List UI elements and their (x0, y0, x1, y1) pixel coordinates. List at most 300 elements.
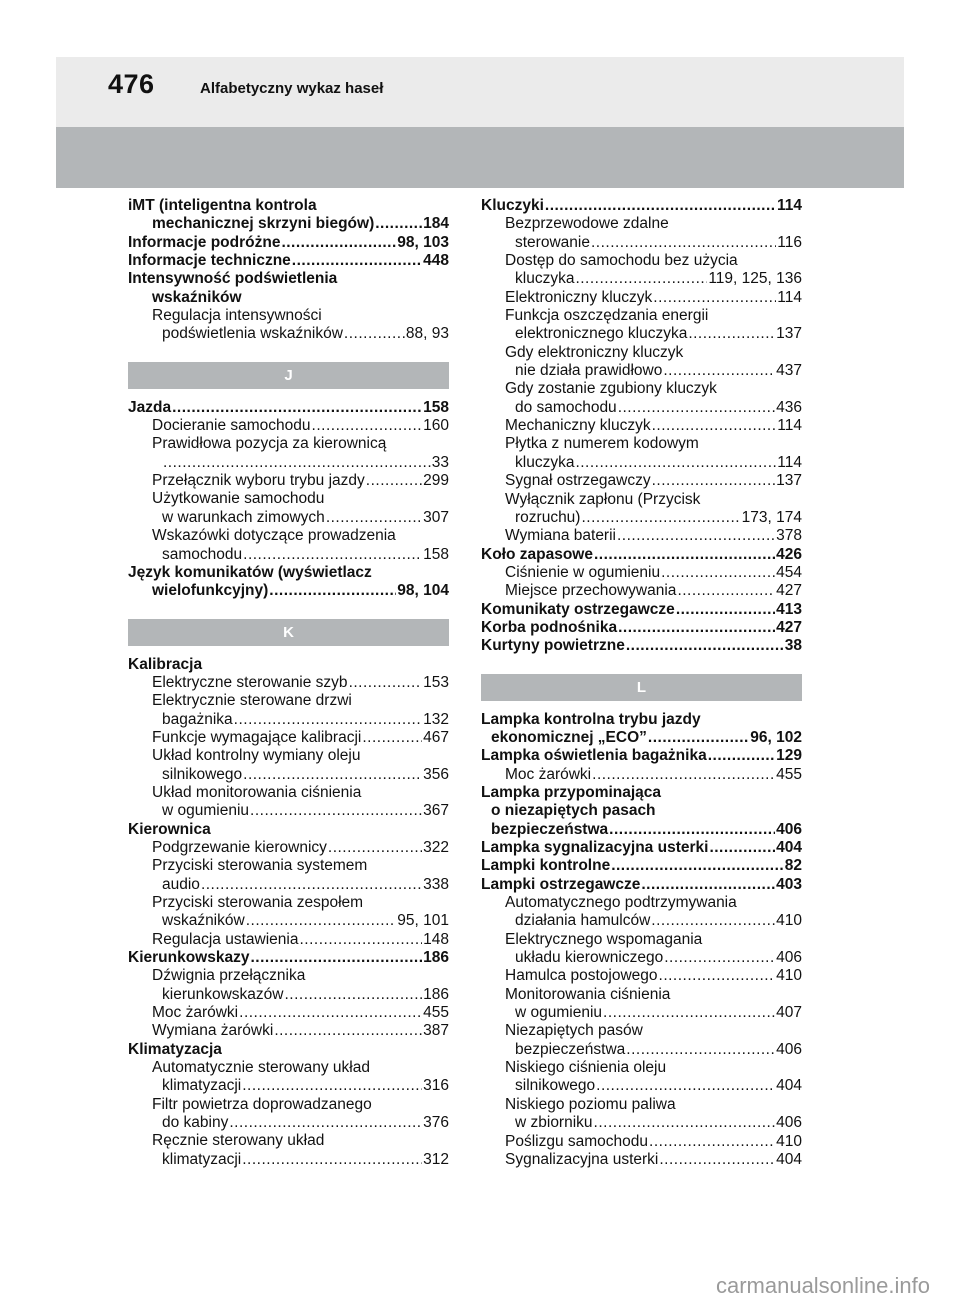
index-subentry (481, 435, 802, 453)
dot-leader (201, 876, 422, 894)
entry-text: Automatycznie sterowany układ (152, 1059, 370, 1077)
dot-leader (366, 472, 422, 490)
index-subentry (481, 912, 802, 930)
page-reference: 186 (423, 985, 449, 1003)
dot-leader (349, 674, 423, 692)
entry-text: bagażnika (162, 710, 233, 728)
entry-text: Ręcznie sterowany układ (152, 1132, 325, 1150)
index-subentry (481, 1151, 802, 1169)
page-reference: 437 (776, 362, 802, 380)
page-reference: 95, 101 (397, 912, 449, 930)
page-reference: 455 (423, 1004, 449, 1022)
index-subentry (128, 747, 449, 765)
entry-text: do kabiny (162, 1114, 229, 1132)
dot-leader (617, 527, 775, 545)
entry-text: Bezprzewodowe zdalne (505, 215, 669, 233)
index-subentry (128, 784, 449, 802)
index-subentry (128, 729, 449, 747)
page-reference: 307 (423, 508, 449, 526)
entry-text: Podgrzewanie kierownicy (152, 838, 327, 856)
entry-text: Lampka kontrolna trybu jazdy (481, 710, 701, 728)
dot-leader (592, 766, 775, 784)
index-subentry (481, 582, 802, 600)
index-subentry (128, 435, 449, 453)
page-reference: 410 (776, 967, 802, 985)
index-entry (481, 802, 802, 820)
entry-text: Użytkowanie samochodu (152, 490, 325, 508)
dot-leader (659, 967, 776, 985)
dot-leader (163, 454, 431, 472)
index-entry (128, 949, 449, 967)
page-reference: 114 (777, 288, 802, 306)
dot-leader (328, 839, 422, 857)
entry-text: rozruchu) (515, 508, 581, 526)
entry-text: Mechaniczny kluczyk (505, 417, 651, 435)
entry-text: Regulacja intensywności (152, 307, 322, 325)
dot-leader (375, 215, 422, 233)
index-subentry (128, 857, 449, 875)
dot-leader (591, 234, 776, 252)
page-reference: 98, 104 (397, 582, 449, 600)
index-column-left (128, 197, 449, 1169)
entry-text: Przyciski sterowania systemem (152, 857, 368, 875)
entry-text: Układ monitorowania ciśnienia (152, 783, 362, 801)
page-reference: 316 (423, 1077, 449, 1095)
page-reference: 426 (776, 545, 802, 563)
index-entry (128, 289, 449, 307)
entry-text: bezpieczeństwa (491, 820, 609, 838)
dot-leader (234, 711, 422, 729)
entry-text: do samochodu (515, 398, 617, 416)
index-subentry (128, 1096, 449, 1114)
index-subentry (128, 967, 449, 985)
page-reference: 410 (776, 912, 802, 930)
page-reference: 148 (423, 930, 449, 948)
dot-leader (649, 1133, 775, 1151)
page-number: 476 (108, 69, 155, 99)
page-reference: 184 (423, 215, 449, 233)
index-subentry (481, 1041, 802, 1059)
index-subentry (128, 839, 449, 857)
index-entry (481, 197, 802, 215)
index-subentry (128, 490, 449, 508)
dot-leader (239, 1004, 422, 1022)
index-subentry (481, 289, 802, 307)
entry-text: sterowanie (515, 233, 590, 251)
index-entry (128, 582, 449, 600)
page-reference: 299 (423, 472, 449, 490)
index-subentry (481, 894, 802, 912)
index-entry (128, 656, 449, 674)
page-reference: 132 (423, 710, 449, 728)
entry-text: Koło zapasowe (481, 545, 593, 563)
entry-text: Jazda (128, 398, 172, 416)
page-reference: 82 (784, 857, 802, 875)
index-subentry (128, 1004, 449, 1022)
dot-leader (651, 912, 775, 930)
entry-text: Regulacja ustawienia (152, 930, 299, 948)
entry-text: działania hamulców (515, 912, 651, 930)
index-subentry (128, 1022, 449, 1040)
entry-text: Miejsce przechowywania (505, 582, 677, 600)
index-subentry (481, 509, 802, 527)
index-entry (481, 747, 802, 765)
dot-leader (250, 802, 422, 820)
page-reference: 137 (776, 325, 802, 343)
dot-leader (603, 1004, 775, 1022)
page-reference: 413 (776, 600, 802, 618)
index-subentry (481, 307, 802, 325)
entry-text: audio (162, 875, 200, 893)
entry-text: w ogumieniu (515, 1004, 603, 1022)
entry-text: Dostęp do samochodu bez użycia (505, 252, 738, 270)
index-subentry (128, 472, 449, 490)
entry-text: Hamulca postojowego (505, 967, 658, 985)
entry-text: Płytka z numerem kodowym (505, 435, 699, 453)
index-subentry (481, 931, 802, 949)
index-subentry (128, 546, 449, 564)
header-title: Alfabetyczny wykaz haseł (200, 80, 384, 97)
dot-leader (299, 931, 422, 949)
index-entry (481, 729, 802, 747)
index-subentry (128, 711, 449, 729)
index-subentry (128, 1132, 449, 1150)
entry-text: Kurtyny powietrzne (481, 637, 625, 655)
page-reference: 448 (423, 252, 449, 270)
entry-text: Gdy elektroniczny kluczyk (505, 343, 684, 361)
page-reference: 33 (431, 453, 449, 471)
entry-text: Funkcja oszczędzania energii (505, 307, 709, 325)
entry-text: Poślizgu samochodu (505, 1132, 649, 1150)
index-subentry (481, 234, 802, 252)
entry-text: wskaźników (152, 288, 242, 306)
page-header (56, 57, 904, 127)
entry-text: mechanicznej skrzyni biegów) (152, 215, 375, 233)
dot-leader (269, 582, 396, 600)
index-subentry (128, 1114, 449, 1132)
page-reference: 367 (423, 802, 449, 820)
dot-leader (688, 325, 775, 343)
entry-text: Dźwignia przełącznika (152, 967, 306, 985)
entry-text: Wymiana baterii (505, 527, 616, 545)
entry-text: Ciśnienie w ogumieniu (505, 563, 661, 581)
page-reference: 436 (776, 398, 802, 416)
index-subentry (128, 454, 449, 472)
entry-text: Układ kontrolny wymiany oleju (152, 747, 361, 765)
dot-leader (611, 857, 784, 875)
page-reference: 116 (777, 233, 802, 251)
index-subentry (481, 986, 802, 1004)
index-subentry (481, 362, 802, 380)
entry-text: klimatyzacji (162, 1150, 242, 1168)
entry-text: Moc żarówki (152, 1004, 239, 1022)
index-entry (481, 821, 802, 839)
entry-text: Kierunkowskazy (128, 949, 250, 967)
index-entry (481, 601, 802, 619)
entry-text: Komunikaty ostrzegawcze (481, 600, 675, 618)
index-entry (481, 876, 802, 894)
entry-text: Informacje techniczne (128, 252, 291, 270)
index-column-right (481, 197, 802, 1169)
dot-leader (618, 619, 775, 637)
entry-text: Prawidłowa pozycja za kierownicą (152, 435, 387, 453)
dot-leader (575, 270, 707, 288)
index-subentry (128, 1151, 449, 1169)
page-reference: 404 (776, 1150, 802, 1168)
entry-text: w zbiorniku (515, 1114, 593, 1132)
page-reference: 186 (423, 949, 449, 967)
dot-leader (609, 821, 775, 839)
dot-leader (664, 949, 775, 967)
dot-leader (172, 399, 422, 417)
entry-text: Kluczyki (481, 197, 544, 214)
dot-leader (652, 472, 776, 490)
header-band (56, 127, 904, 188)
dot-leader (362, 729, 422, 747)
index-subentry (128, 894, 449, 912)
index-entry (128, 215, 449, 233)
section-header: J (128, 362, 449, 389)
index-entry (128, 270, 449, 288)
index-subentry (481, 967, 802, 985)
entry-text: iMT (inteligentna kontrola (128, 197, 317, 214)
page-reference: 312 (423, 1150, 449, 1168)
page-reference: 404 (776, 1077, 802, 1095)
index-entry (481, 784, 802, 802)
page-reference: 160 (423, 417, 449, 435)
section-header: L (481, 674, 802, 701)
page-reference: 158 (423, 545, 449, 563)
index-subentry (128, 766, 449, 784)
page-reference: 88, 93 (405, 325, 449, 343)
dot-leader (581, 509, 740, 527)
index-subentry (128, 912, 449, 930)
index-subentry (481, 215, 802, 233)
entry-text: Funkcje wymagające kalibracji (152, 728, 362, 746)
page-reference: 129 (776, 747, 802, 765)
page-reference: 387 (423, 1022, 449, 1040)
dot-leader (242, 1077, 422, 1095)
index-subentry (128, 986, 449, 1004)
dot-leader (344, 325, 405, 343)
index-subentry (128, 674, 449, 692)
entry-text: Klimatyzacja (128, 1040, 222, 1058)
dot-leader (626, 1041, 775, 1059)
index-subentry (481, 564, 802, 582)
index-subentry (128, 692, 449, 710)
dot-leader (596, 1077, 775, 1095)
index-subentry (481, 527, 802, 545)
entry-text: Lampka sygnalizacyjna usterki (481, 839, 709, 856)
dot-leader (709, 839, 775, 857)
page-reference: 406 (776, 1040, 802, 1058)
index-subentry (481, 949, 802, 967)
dot-leader (281, 234, 396, 252)
dot-leader (661, 564, 775, 582)
index-subentry (481, 417, 802, 435)
index-subentry (128, 1059, 449, 1077)
dot-leader (659, 1151, 775, 1169)
index-subentry (481, 1022, 802, 1040)
entry-text: elektronicznego kluczyka (515, 325, 688, 343)
index-subentry (128, 307, 449, 325)
index-subentry (128, 509, 449, 527)
dot-leader (575, 454, 776, 472)
page-reference: 98, 103 (397, 233, 449, 251)
page-reference: 119, 125, 136 (708, 270, 802, 288)
entry-text: silnikowego (162, 765, 243, 783)
page-reference: 467 (423, 728, 449, 746)
dot-leader (545, 197, 776, 215)
entry-text: ekonomicznej „ECO” (491, 728, 647, 746)
dot-leader (648, 729, 749, 747)
entry-text: Docieranie samochodu (152, 417, 311, 435)
index-subentry (481, 1077, 802, 1095)
page-reference: 427 (776, 582, 802, 600)
dot-leader (326, 509, 422, 527)
index-subentry (128, 1077, 449, 1095)
entry-text: Sygnał ostrzegawczy (505, 472, 651, 490)
entry-text: Elektryczne sterowanie szyb (152, 673, 348, 691)
page-reference: 114 (777, 453, 802, 471)
index-subentry (128, 802, 449, 820)
dot-leader (284, 986, 422, 1004)
page-reference: 403 (776, 875, 802, 893)
page-reference: 137 (776, 472, 802, 490)
index-subentry (481, 399, 802, 417)
page-reference: 96, 102 (750, 728, 802, 746)
index-subentry (481, 252, 802, 270)
entry-text: kluczyka (515, 453, 575, 471)
entry-text: Niskiego ciśnienia oleju (505, 1059, 667, 1077)
entry-text: Intensywność podświetlenia (128, 270, 338, 288)
index-entry (481, 637, 802, 655)
dot-leader (653, 289, 776, 307)
dot-leader (652, 417, 777, 435)
index-subentry (128, 527, 449, 545)
page-reference: 406 (776, 949, 802, 967)
index-entry (481, 619, 802, 637)
entry-text: podświetlenia wskaźników (162, 325, 343, 343)
dot-leader (242, 1151, 422, 1169)
dot-leader (641, 876, 775, 894)
index-subentry (481, 766, 802, 784)
page-reference: 158 (423, 398, 449, 416)
index-subentry (481, 1133, 802, 1151)
entry-text: Lampka przypominająca (481, 783, 662, 801)
entry-text: Niskiego poziomu paliwa (505, 1095, 676, 1113)
page-reference: 322 (423, 838, 449, 856)
index-subentry (481, 1096, 802, 1114)
entry-text: Lampki ostrzegawcze (481, 875, 641, 893)
page-reference: 378 (776, 527, 802, 545)
entry-text: Elektroniczny kluczyk (505, 288, 653, 306)
index-subentry (481, 270, 802, 288)
entry-text: bezpieczeństwa (515, 1040, 626, 1058)
dot-leader (292, 252, 422, 270)
index-subentry (128, 876, 449, 894)
entry-text: Monitorowania ciśnienia (505, 985, 671, 1003)
page-reference: 427 (776, 618, 802, 636)
page-reference: 114 (776, 197, 802, 214)
entry-text: Wyłącznik zapłonu (Przycisk (505, 490, 701, 508)
index-entry (481, 839, 802, 857)
dot-leader (243, 546, 422, 564)
page-reference: 407 (776, 1004, 802, 1022)
index-subentry (481, 380, 802, 398)
entry-text: o niezapiętych pasach (491, 802, 656, 820)
watermark: carmanualsonline.info (715, 1273, 930, 1298)
index-subentry (481, 491, 802, 509)
entry-text: układu kierowniczego (515, 949, 664, 967)
entry-text: silnikowego (515, 1077, 596, 1095)
dot-leader (243, 766, 422, 784)
entry-text: Przełącznik wyboru trybu jazdy (152, 472, 365, 490)
entry-text: wielofunkcyjny) (152, 582, 269, 600)
entry-text: Lampka oświetlenia bagażnika (481, 747, 707, 765)
index-subentry (128, 325, 449, 343)
section-header: K (128, 619, 449, 646)
entry-text: Elektrycznie sterowane drzwi (152, 692, 352, 710)
dot-leader (274, 1022, 422, 1040)
page-reference: 376 (423, 1114, 449, 1132)
index-subentry (128, 417, 449, 435)
index-entry (128, 399, 449, 417)
entry-text: Gdy zostanie zgubiony kluczyk (505, 380, 717, 398)
page-reference: 338 (423, 875, 449, 893)
page-reference: 454 (776, 563, 802, 581)
dot-leader (676, 601, 775, 619)
entry-text: Niezapiętych pasów (505, 1022, 643, 1040)
index-entry (481, 546, 802, 564)
entry-text: w ogumieniu (162, 802, 250, 820)
entry-text: Wskazówki dotyczące prowadzenia (152, 527, 396, 545)
page-reference: 410 (776, 1132, 802, 1150)
entry-text: Elektrycznego wspomagania (505, 930, 703, 948)
page-reference: 153 (423, 673, 449, 691)
index-entry (128, 1041, 449, 1059)
index-subentry (481, 325, 802, 343)
entry-text: Filtr powietrza doprowadzanego (152, 1095, 372, 1113)
index-entry (481, 711, 802, 729)
entry-text: Wymiana żarówki (152, 1022, 274, 1040)
dot-leader (677, 582, 775, 600)
index-subentry (481, 344, 802, 362)
dot-leader (663, 362, 775, 380)
entry-text: Sygnalizacyjna usterki (505, 1150, 659, 1168)
entry-text: samochodu (162, 545, 243, 563)
entry-text: Informacje podróżne (128, 233, 281, 251)
entry-text: wskaźników (162, 912, 245, 930)
entry-text: kluczyka (515, 270, 575, 288)
page-reference: 404 (776, 839, 802, 856)
page-reference: 114 (777, 417, 802, 435)
dot-leader (594, 1114, 776, 1132)
index-subentry (481, 1114, 802, 1132)
dot-leader (229, 1114, 422, 1132)
dot-leader (312, 417, 423, 435)
dot-leader (618, 399, 775, 417)
page-reference: 38 (784, 637, 802, 655)
entry-text: nie działa prawidłowo (515, 362, 663, 380)
entry-text: Automatycznego podtrzymywania (505, 894, 737, 912)
entry-text: Lampki kontrolne (481, 857, 611, 875)
index-subentry (481, 1059, 802, 1077)
entry-text: Kierownica (128, 820, 211, 838)
entry-text: Przyciski sterowania zespołem (152, 894, 364, 911)
index-entry (481, 857, 802, 875)
index-subentry (481, 472, 802, 490)
